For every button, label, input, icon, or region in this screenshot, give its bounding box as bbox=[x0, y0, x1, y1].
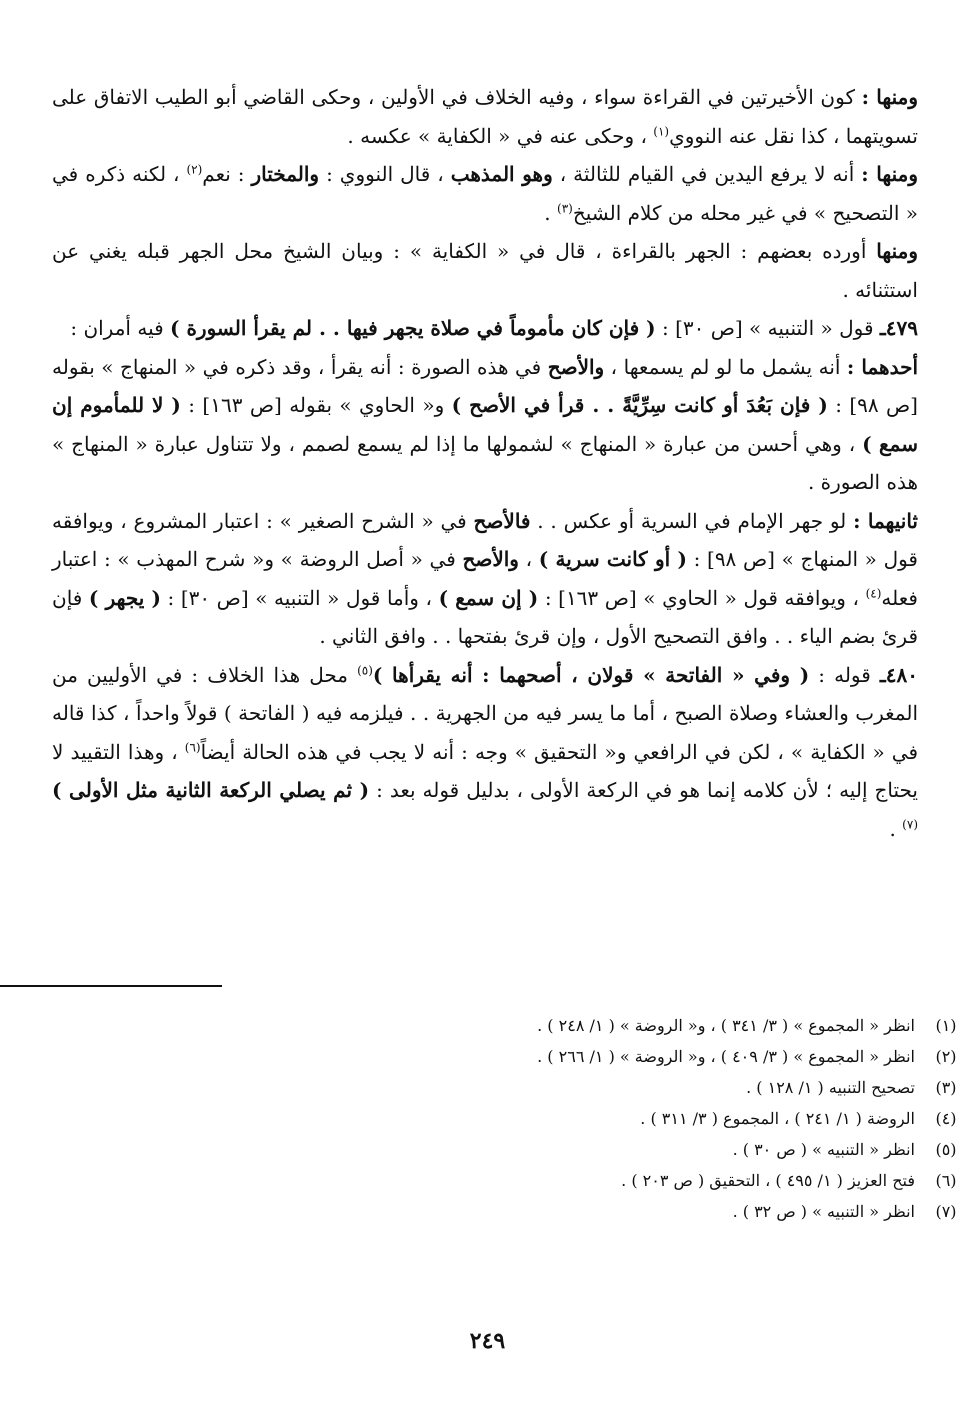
text-run: ، لكنه ذكره في « التصحيح » في غير محله من كلام الشيخ bbox=[52, 162, 918, 225]
text-run: ، وهذا التقييد لا يحتاج إليه ؛ لأن كلامه إنما هو في الركعة الأولى ، بدليل قوله بعد : bbox=[52, 739, 918, 802]
footnote-text: الروضة ( ١/ ٢٤١ ) ، المجموع ( ٣/ ٣١١ ) . bbox=[640, 1109, 915, 1128]
text-run: لو جهر الإمام في السرية أو عكس . . bbox=[530, 508, 854, 533]
bold-run: ( فإن بَعُدَ أو كانت سِرِّيَّةً . . قرأ في الأصح ) bbox=[451, 393, 828, 417]
page-body bbox=[52, 78, 918, 848]
footnote-ref: (٢) bbox=[186, 162, 203, 177]
text-run: في هذه الصورة : أنه يقرأ ، وقد ذكره في « المنهاج » بقوله [ص ٩٨] : bbox=[52, 354, 918, 417]
footnote-text: انظر « التنبيه » ( ص ٣٠ ) . bbox=[732, 1140, 915, 1159]
bold-run: ( لا للمأموم إن سمع ) bbox=[52, 393, 919, 456]
text-run: فيه أمران : bbox=[70, 316, 171, 340]
footnote-number: (٥) bbox=[935, 1140, 957, 1159]
footnote-ref: (٥) bbox=[357, 662, 373, 677]
footnote-number: (٦) bbox=[935, 1171, 957, 1190]
text-run: أورده بعضهم : الجهر بالقراءة ، قال في « الكفاية » : وبيان الشيخ محل الجهر قبله يغني عن استثنائه . bbox=[52, 239, 918, 302]
paragraph-lead: ٤٧٩ـ bbox=[879, 316, 918, 340]
text-run: . bbox=[889, 816, 903, 841]
footnotes-list bbox=[109, 1010, 975, 1227]
bold-run: ( ثم يصلي الركعة الثانية مثل الأولى ) bbox=[52, 778, 370, 802]
paragraph-lead: ومنها : bbox=[861, 162, 918, 186]
bold-run: ( أو كانت سرية ) bbox=[538, 547, 687, 571]
footnote bbox=[109, 1134, 975, 1165]
paragraph-lead: أحدهما : bbox=[846, 354, 918, 379]
footnote-ref: (٦) bbox=[184, 739, 201, 754]
footnote-text: تصحيح التنبيه ( ١/ ١٢٨ ) . bbox=[746, 1078, 915, 1097]
text-run: ، وهي أحسن من عبارة « المنهاج » لشمولها ما إذا لم يسمع لصمم ، ولا تتناول عبارة « المنهاج » هذه الصورة . bbox=[52, 431, 918, 494]
text-run: في « أصل الروضة » و« شرح المهذب » : اعتبار فعله bbox=[52, 547, 918, 610]
text-run: ، bbox=[518, 547, 539, 571]
bold-run: ( يجهر ) bbox=[88, 585, 161, 610]
paragraph-lead: ومنها : bbox=[861, 85, 918, 109]
text-run: فإن قرئ بضم الياء . . وافق التصحيح الأول ، وإن قرئ بفتحها . . وافق الثاني . bbox=[52, 585, 918, 648]
text-run: كون الأخيرتين في القراءة سواء ، وفيه الخلاف في الأولين ، وحكى القاضي أبو الطيب الاتفاق على تسويتهما ، كذا نقل عنه النووي bbox=[52, 85, 918, 148]
footnote-text: انظر « المجموع » ( ٣/ ٣٤١ ) ، و« الروضة » ( ١/ ٢٤٨ ) . bbox=[537, 1016, 915, 1035]
paragraph-lead: ٤٨٠ـ bbox=[879, 662, 918, 687]
bold-run: ( وفي « الفاتحة » قولان ، أصحهما : أنه يقرأها ) bbox=[372, 662, 810, 687]
footnote bbox=[109, 1165, 975, 1196]
bold-run: والمختار bbox=[251, 162, 320, 186]
paragraph-lead: ومنها bbox=[876, 239, 918, 263]
footnote-ref: (١) bbox=[653, 123, 670, 138]
footnote bbox=[109, 1072, 975, 1103]
text-run: أنه لا يرفع اليدين في القيام للثالثة ، bbox=[552, 162, 862, 186]
text-run: ، وحكى عنه في « الكفاية » عكسه . bbox=[347, 123, 654, 148]
text-run: في « الشرح الصغير » : اعتبار المشروع ، ويوافقه قول « المنهاج » [ص ٩٨] : bbox=[52, 508, 918, 571]
footnote-text: انظر « المجموع » ( ٣/ ٤٠٩ ) ، و« الروضة » ( ١/ ٢٦٦ ) . bbox=[537, 1047, 915, 1066]
bold-run: ( فإن كان مأموماً في صلاة يجهر فيها . . لم يقرأ السورة ) bbox=[170, 316, 656, 340]
bold-run: والأصح bbox=[462, 547, 519, 571]
footnote bbox=[109, 1041, 975, 1072]
bold-run: ( إن سمع ) bbox=[438, 585, 539, 610]
text-run: ، قال النووي : bbox=[319, 162, 451, 186]
text-run: : نعم bbox=[202, 162, 252, 186]
footnote-number: (٣) bbox=[935, 1078, 957, 1097]
paragraph bbox=[52, 232, 918, 309]
text-run: و« الحاوي » بقوله [ص ١٦٣] : bbox=[180, 393, 452, 417]
text-run: . bbox=[544, 200, 558, 225]
paragraph bbox=[52, 155, 918, 232]
paragraph bbox=[52, 309, 918, 348]
bold-run: وهو المذهب bbox=[450, 162, 553, 186]
text-run: ، ويوافقه قول « الحاوي » [ص ١٦٣] : bbox=[538, 585, 866, 610]
footnote-separator bbox=[0, 985, 222, 987]
footnote bbox=[109, 1103, 975, 1134]
footnote-number: (١) bbox=[935, 1016, 957, 1035]
bold-run: فالأصح bbox=[473, 508, 531, 533]
paragraph-lead: ثانيهما : bbox=[853, 508, 918, 533]
paragraph bbox=[52, 78, 918, 155]
paragraph bbox=[52, 656, 918, 849]
footnote-ref: (٣) bbox=[557, 200, 573, 215]
footnote-ref: (٤) bbox=[865, 585, 882, 600]
paragraph bbox=[52, 348, 918, 502]
footnote-number: (٢) bbox=[935, 1047, 957, 1066]
footnote-number: (٤) bbox=[935, 1109, 957, 1128]
footnote bbox=[109, 1196, 975, 1227]
text-run: قوله : bbox=[809, 662, 880, 687]
text-run: محل هذا الخلاف : في الأوليين من المغرب والعشاء وصلاة الصبح ، أما ما يسر فيه من الجهرية . . فيلزمه فيه ( الفاتحة ) قولاً واحداً ، كذا قاله في « الكفاية » ، لكن في الرافعي و« التحقيق » وجه : أنه لا يجب في هذه الحالة أيضاً bbox=[52, 662, 919, 764]
text-run: أنه يشمل ما لو لم يسمعها ، bbox=[604, 354, 847, 379]
footnote-number: (٧) bbox=[935, 1202, 957, 1221]
main-text bbox=[52, 78, 918, 848]
footnote-text: انظر « التنبيه » ( ص ٣٢ ) . bbox=[732, 1202, 915, 1221]
paragraph bbox=[52, 502, 918, 656]
footnote bbox=[109, 1010, 975, 1041]
footnote-text: فتح العزيز ( ١/ ٤٩٥ ) ، التحقيق ( ص ٢٠٣ ) . bbox=[621, 1171, 915, 1190]
page-number: ٢٤٩ bbox=[469, 1328, 506, 1354]
text-run: قول « التنبيه » [ص ٣٠] : bbox=[655, 316, 880, 340]
text-run: ، وأما قول « التنبيه » [ص ٣٠] : bbox=[160, 585, 439, 610]
footnote-ref: (٧) bbox=[902, 816, 918, 831]
bold-run: والأصح bbox=[547, 354, 605, 379]
